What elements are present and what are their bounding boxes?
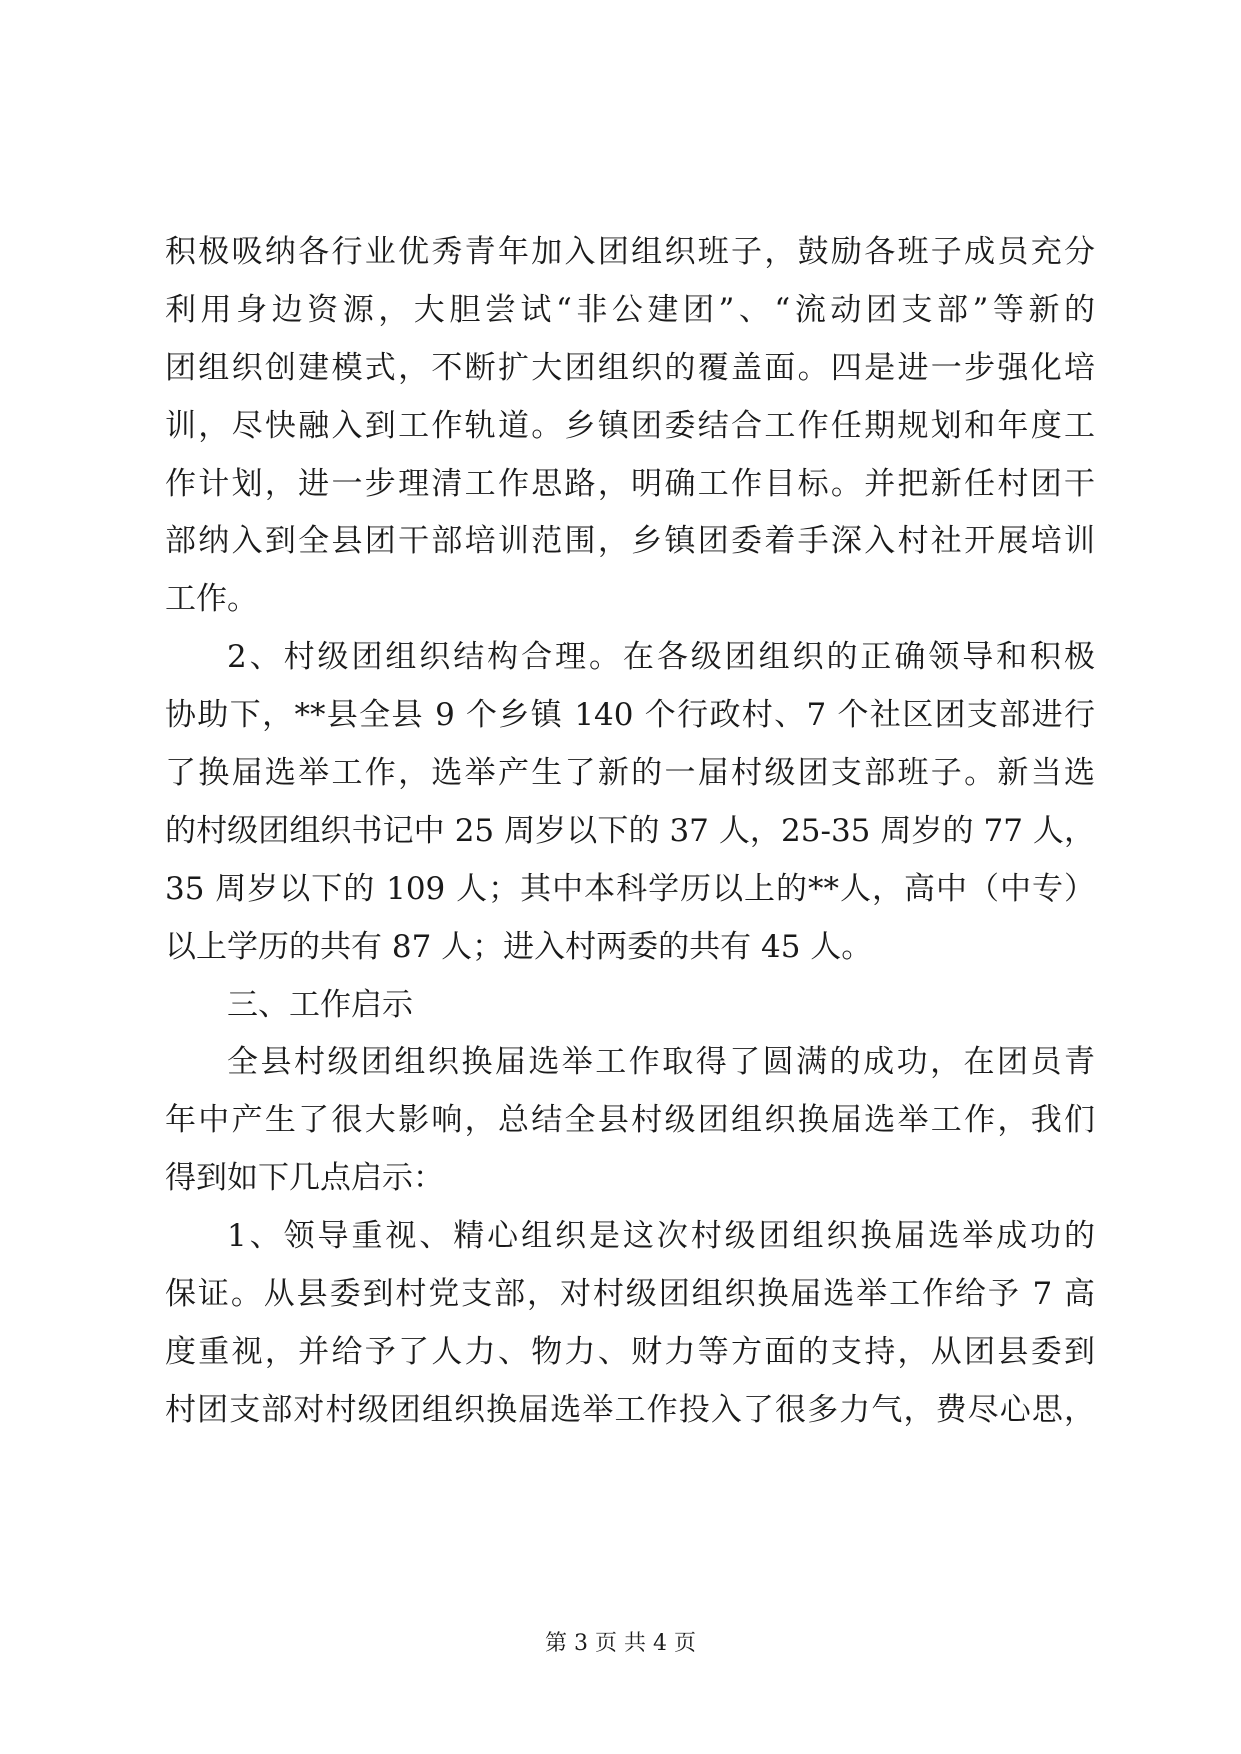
text-line: 了换届选举工作，选举产生了新的一届村级团支部班子。新当选 [165, 755, 1095, 792]
text-line: 部纳入到全县团干部培训范围，乡镇团委着手深入村社开展培训 [165, 523, 1095, 560]
text-line: 三、工作启示 [227, 986, 413, 1023]
text-line: 协助下，**县全县 9 个乡镇 140 个行政村、7 个社区团支部进行 [165, 697, 1095, 734]
text-line: 的村级团组织书记中 25 周岁以下的 37 人，25-35 周岁的 77 人， [165, 812, 1095, 849]
page-footer: 第 3 页 共 4 页 [545, 1631, 696, 1656]
text-line: 年中产生了很大影响，总结全县村级团组织换届选举工作，我们 [165, 1102, 1095, 1139]
text-line: 以上学历的共有 87 人；进入村两委的共有 45 人。 [165, 928, 873, 965]
text-line: 度重视，并给予了人力、物力、财力等方面的支持，从团县委到 [165, 1333, 1095, 1370]
text-line: 保证。从县委到村党支部，对村级团组织换届选举工作给予 7 高 [165, 1276, 1095, 1313]
text-line: 村团支部对村级团组织换届选举工作投入了很多力气，费尽心思， [165, 1391, 1095, 1428]
body-text [165, 224, 1095, 1440]
text-line: 全县村级团组织换届选举工作取得了圆满的成功，在团员青 [227, 1044, 1095, 1081]
text-line: 利用身边资源，大胆尝试“非公建团”、“流动团支部”等新的 [165, 291, 1095, 328]
text-line: 团组织创建模式，不断扩大团组织的覆盖面。四是进一步强化培 [165, 349, 1095, 386]
text-line: 35 周岁以下的 109 人；其中本科学历以上的**人，高中（中专） [165, 870, 1095, 907]
text-line: 工作。 [165, 581, 258, 618]
text-line: 训，尽快融入到工作轨道。乡镇团委结合工作任期规划和年度工 [165, 407, 1095, 444]
text-line: 2、村级团组织结构合理。在各级团组织的正确领导和积极 [227, 639, 1095, 676]
text-line: 1、领导重视、精心组织是这次村级团组织换届选举成功的 [227, 1218, 1095, 1255]
text-line: 得到如下几点启示： [165, 1160, 444, 1197]
text-line: 作计划，进一步理清工作思路，明确工作目标。并把新任村团干 [165, 465, 1095, 502]
text-line: 积极吸纳各行业优秀青年加入团组织班子，鼓励各班子成员充分 [165, 234, 1095, 270]
